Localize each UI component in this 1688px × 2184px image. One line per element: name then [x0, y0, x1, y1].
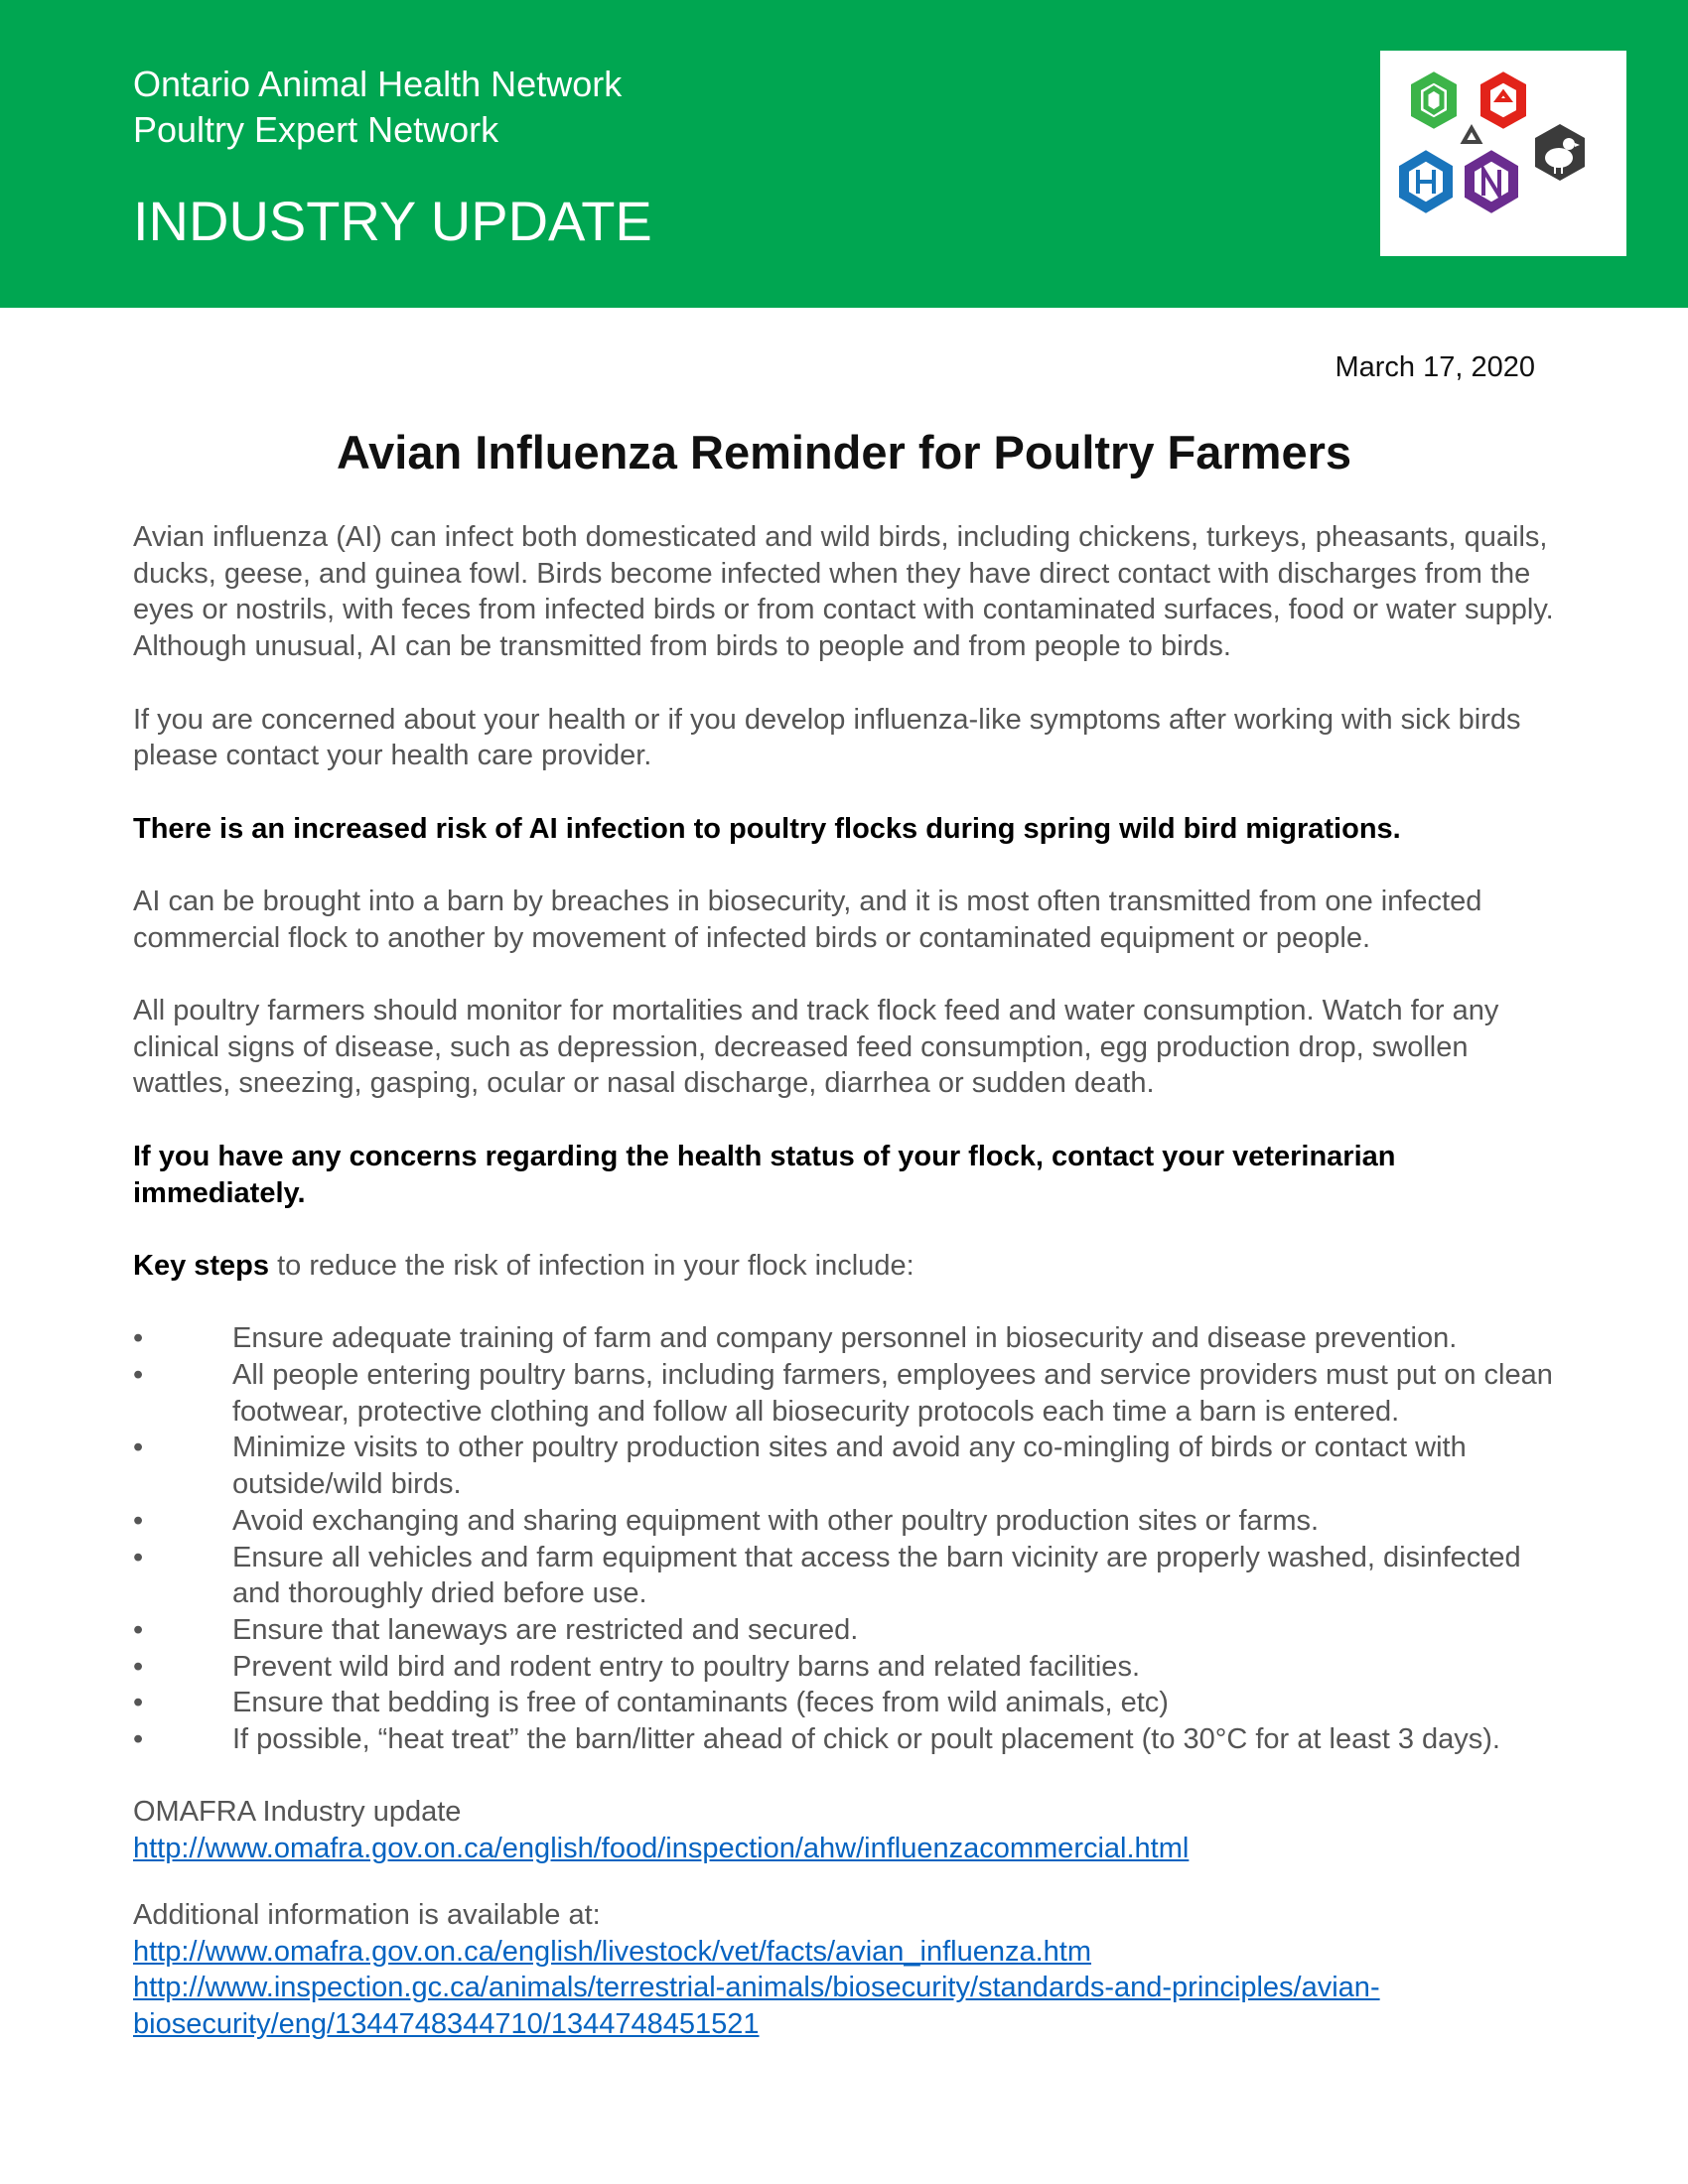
list-item — [133, 1685, 1563, 1721]
key-steps-list — [133, 1320, 1563, 1757]
org-name: Ontario Animal Health Network — [133, 64, 623, 104]
key-steps-intro — [133, 1248, 1563, 1285]
health-concern-paragraph: If you are concerned about your health or if you develop influenza-like symptoms after working with sick birds please contact your health care provider. — [133, 703, 1521, 772]
list-item-text: Ensure that bedding is free of contaminants (feces from wild animals, etc) — [232, 1687, 1169, 1719]
key-steps-label: Key steps — [133, 1249, 270, 1282]
list-item — [133, 1430, 1563, 1502]
key-steps-rest: to reduce the risk of infection in your flock include: — [269, 1249, 914, 1282]
hexagon-o-icon — [1416, 77, 1452, 123]
list-item-text: Ensure all vehicles and farm equipment that access the barn vicinity are properly washed, disinfected and thoroughly dried before use. — [232, 1541, 1521, 1610]
hexagon-n-icon — [1470, 156, 1513, 207]
additional-info-label: Additional information is available at: — [133, 1898, 601, 1931]
list-item-text: Prevent wild bird and rodent entry to poultry barns and related facilities. — [232, 1650, 1140, 1683]
omafra-label: OMAFRA Industry update — [133, 1796, 462, 1829]
bullet: • — [133, 1322, 144, 1355]
hexagon-a-icon — [1485, 77, 1521, 123]
oahn-logo — [1380, 51, 1626, 256]
header-banner — [0, 0, 1688, 308]
document-body — [133, 519, 1563, 2073]
bullet: • — [133, 1613, 144, 1646]
list-item — [133, 1649, 1563, 1686]
intro-paragraph: Avian influenza (AI) can infect both domesticated and wild birds, including chickens, turkeys, pheasants, quails, ducks, geese, and guinea fowl. Birds become infected when they have direct contact with discharges from the eyes or nostrils, with feces from infected birds or from contact with contaminated surfaces, food or water supply. Although unusual, AI can be transmitted from birds to people and from people to birds. — [133, 521, 1554, 663]
bullet: • — [133, 1359, 144, 1392]
list-item — [133, 1540, 1563, 1612]
list-item — [133, 1357, 1563, 1430]
monitoring-paragraph: All poultry farmers should monitor for mortalities and track flock feed and water consumption. Watch for any clinical signs of disease, such as depression, decreased feed consumption, egg production drop, swollen wattles, sneezing, gasping, ocular or nasal discharge, diarrhea or sudden death. — [133, 995, 1499, 1100]
bullet: • — [133, 1650, 144, 1683]
veterinarian-notice: If you have any concerns regarding the health status of your flock, contact your veterinarian immediately. — [133, 1140, 1396, 1209]
bullet: • — [133, 1504, 144, 1537]
bullet: • — [133, 1541, 144, 1573]
chicken-icon — [1535, 124, 1585, 181]
list-item-text: If possible, “heat treat” the barn/litter ahead of chick or poult placement (to 30°C for at least 3 days). — [232, 1723, 1500, 1756]
omafra-link[interactable]: http://www.omafra.gov.on.ca/english/food/inspection/ahw/influenzacommercial.html — [133, 1833, 1190, 1865]
triangle-icon — [1464, 128, 1479, 142]
list-item — [133, 1612, 1563, 1649]
omafra-reference — [133, 1794, 1563, 1866]
risk-warning: There is an increased risk of AI infection to poultry flocks during spring wild bird migrations. — [133, 812, 1401, 845]
banner-title: INDUSTRY UPDATE — [133, 190, 652, 252]
list-item-text: All people entering poultry barns, including farmers, employees and service providers must put on clean footwear, protective clothing and follow all biosecurity protocols each time a barn is entered. — [232, 1359, 1553, 1428]
list-item-text: Minimize visits to other poultry production sites and avoid any co-mingling of birds or contact with outside/wild birds. — [232, 1432, 1467, 1501]
list-item-text: Ensure that laneways are restricted and secured. — [232, 1613, 859, 1646]
list-item — [133, 1320, 1563, 1357]
network-name: Poultry Expert Network — [133, 109, 499, 150]
bullet: • — [133, 1432, 144, 1464]
transmission-paragraph: AI can be brought into a barn by breaches in biosecurity, and it is most often transmitted from one infected commercial flock to another by movement of infected birds or contaminated equipment or people. — [133, 885, 1482, 954]
hexagon-h-icon — [1404, 156, 1448, 207]
list-item — [133, 1721, 1563, 1758]
avian-influenza-facts-link[interactable]: http://www.omafra.gov.on.ca/english/livestock/vet/facts/avian_influenza.htm — [133, 1935, 1092, 1968]
list-item — [133, 1503, 1563, 1540]
cfia-biosecurity-link[interactable]: http://www.inspection.gc.ca/animals/terrestrial-animals/biosecurity/standards-and-principles/avian-biosecurity/eng/1344748344710/1344748451521 — [133, 1972, 1380, 2040]
additional-information — [133, 1897, 1563, 2043]
list-item-text: Avoid exchanging and sharing equipment with other poultry production sites or farms. — [232, 1504, 1320, 1537]
list-item-text: Ensure adequate training of farm and company personnel in biosecurity and disease prevention. — [232, 1322, 1458, 1355]
document-title: Avian Influenza Reminder for Poultry Farmers — [336, 426, 1352, 478]
bullet: • — [133, 1723, 144, 1756]
publication-date: March 17, 2020 — [1335, 351, 1535, 383]
bullet: • — [133, 1687, 144, 1719]
